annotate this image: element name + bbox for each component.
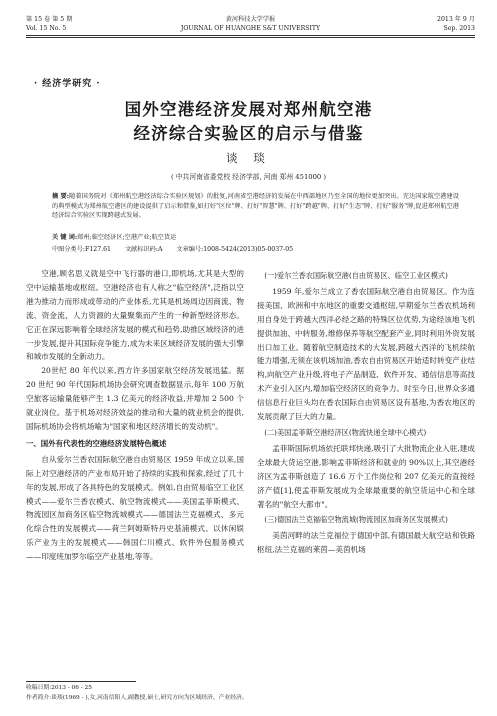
volume-issue-cn: 第 15 卷 第 5 期: [26, 16, 73, 23]
article-title-line2: 经济综合实验区的启示与借鉴: [133, 124, 364, 143]
section-heading: 一、国外有代表性的空港经济发展特色概述: [26, 438, 167, 448]
paragraph: 空港,顾名思义就是空中飞行器的港口,即机场,尤其是大型的空中运输基地或枢纽。空港经济也有人称之"临空经济",泛指以空港为推动力而形成或带动的产业体系,尤其是机场周边因商流、物流、资金流、人力资源的大量聚集而产生的一种新型经济形态。它正在深远影响着全球经济发展的模式和趋势,助推区域经济的进一步发展,提升其国际竞争能力,成为未来区域经济发展的强大引擎和城市发展的全新动力。: [26, 269, 244, 362]
author-affiliation: ( 中共河南省委党校 经济学部, 河南 郑州 451000 ): [170, 173, 327, 181]
paragraph: 自从爱尔兰香农国际航空港自由贸易区 1959 年成立以来,国际上对空港经济的产业布局开始了持续的实践和探索,经过了几十年的发展,形成了各具特色的发展模式。例如,自由贸易临空工业区模式——爱尔兰香农模式、航空物流模式——美国孟菲斯模式、物流园区加商务区临空物流城模式——德国法兰克福模式、多元化综合性的发展模式——荷兰阿姆斯特丹史基浦模式、以休闲娱乐产业为主的发展模式——韩国仁川模式、软件外包服务模式——印度班加罗尔临空产业基地,等等。: [26, 454, 244, 562]
footnote-rule: [26, 681, 136, 682]
classification-line: [52, 244, 305, 253]
keywords-label: 关 键 词:: [52, 234, 78, 241]
subsection-heading: (一)爱尔兰香农国际航空港(自由贸易区、临空工业区模式): [264, 271, 448, 280]
right-column: [257, 267, 475, 557]
paragraph: 20世纪 80 年代以来,西方许多国家航空经济发展迅猛。据 20 世纪 90 年代国际机场协会研究调查数据显示,每年 100 万航空旅客运输量能够产生 1.3 亿美元的经济收益,并增加 2 500 个就业岗位。基于机场对经济效益的推动和大量的就业机会的提供,国际机场协会将机场喻为"国家和地区经济增长的发动机"。: [26, 366, 244, 431]
keywords-text: 郑州;临空经济区;空港产业;航空货运: [77, 234, 177, 241]
paragraph: 美茵河畔的法兰克福位于德国中部,有德国最大航空站和铁路枢纽,法兰克福的莱茵—美茵机场: [257, 531, 475, 555]
header-rule-bottom: [26, 37, 475, 38]
header-rule-top: [26, 35, 475, 36]
abstract: [52, 192, 459, 221]
subsection-heading: (二)美国孟菲斯空港经济区(物流快递全球中心模式): [264, 427, 427, 437]
subsection-heading: (三)德国法兰克福临空物流城(物流园区加商务区发展模式): [264, 515, 448, 525]
article-title-line1: 国外空港经济发展对郑州航空港: [124, 100, 373, 119]
paragraph: 孟菲斯国际机场依托联邦快递,吸引了大批物流企业入驻,建成全球最大货运空港,影响孟菲斯经济和就业的 90%以上,其空港经济区为孟菲斯创造了 16.6 万个工作岗位和 207 亿美元的直接经济产值[1],使孟菲斯发展成为全球最重要的航空货运中心和全球著名的"航空大都市"。: [257, 443, 475, 509]
author-name: 谈 琰: [226, 151, 271, 165]
journal-name: [26, 16, 475, 33]
publication-date-cn: 2013 年 9 月: [437, 16, 475, 23]
abstract-label: 摘 要:: [52, 193, 70, 200]
document-code: 文献标识码:A: [124, 246, 163, 253]
volume-issue-en: Vol. 15 No. 5: [26, 24, 67, 32]
abstract-text: 随着国务院对《郑州航空港经济综合实验区规划》的批复,河南省空港经济的发展在中西部地区乃至全国的地位更加突出。充达国家航空港建设的典型模式为郑州航空港区的建设提供了启示和借鉴,如打好"区位"牌、打好"智慧"牌、打好"跨越"牌、打好"生态"牌、打好"服务"牌,促进郑州航空港经济综合实验区实现跨越式发展。: [52, 193, 459, 220]
journal-name-cn: 黄河科技大学学报: [225, 16, 276, 23]
journal-name-en: JOURNAL OF HUANGHE S&T UNIVERSITY: [180, 24, 321, 32]
publication-date-en: Sep. 2013: [443, 24, 475, 32]
author-bio: 作者简介:谈琰(1969 - ),女,河南信阳人,副教授,硕士,研究方向为区域经济、产业经济。: [26, 695, 248, 701]
article-number: 文章编号:1008-5424(2013)05-0037-05: [176, 246, 294, 253]
clc-number: 中图分类号:F127.61: [52, 246, 111, 253]
section-label: · 经济学研究 ·: [34, 79, 101, 89]
keywords: [52, 233, 459, 243]
paragraph: 1959 年,爱尔兰成立了香农国际航空港自由贸易区。作为连接美国、欧洲和中东地区的重要交通枢纽,早期爱尔兰香农机场利用自身处于跨越大西洋必经之路的特殊区位优势,为途经该地飞机提供加油、中转服务,维修保养等航空配套产业,同时利用外资发展出口加工业。随着航空制造技术的大发展,跨越大西洋的飞机续航能力增强,无须在该机场加油,香农自由贸易区开始适时转变产业结构,向航空产业升级,将电子产品制造、软件开发、通信信息等高技术产业引入区内,增加临空经济区的竞争力。时至今日,世界众多通信信息行业巨头均在香农国际自由贸易区设有基地,为香农地区的发展贡献了巨大的力量。: [257, 286, 475, 422]
left-column: [26, 267, 244, 564]
received-date: 收稿日期:2013 - 06 - 25: [26, 685, 92, 691]
publication-date: [437, 16, 475, 33]
